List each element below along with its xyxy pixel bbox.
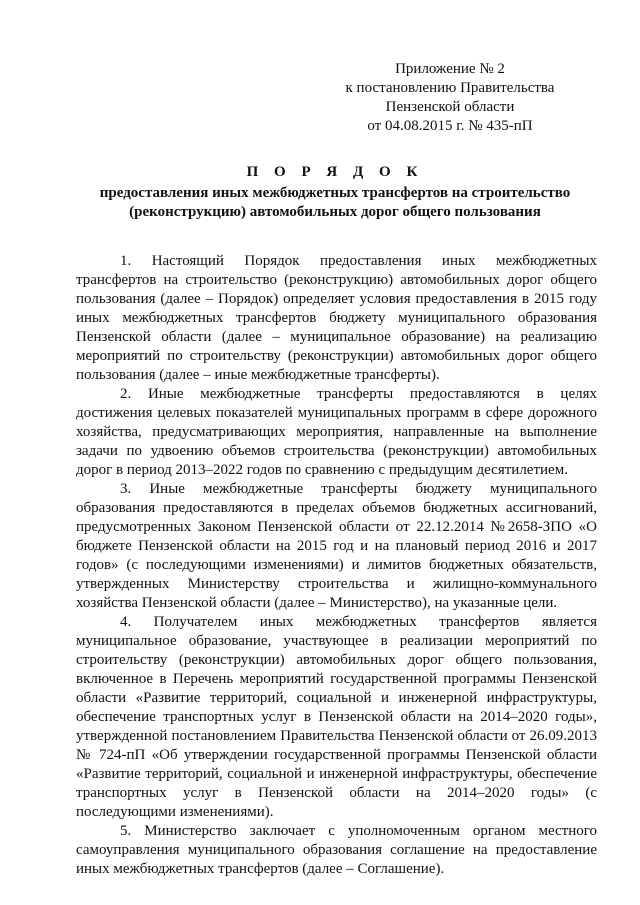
paragraph-5: 5. Министерство заключает с уполномоченным органом местного самоуправления муниципального образования соглашение на предоставление иных межбюджетных трансфертов (далее – Соглашение). (76, 823, 597, 877)
paragraph-4: 4. Получателем иных межбюджетных трансфертов является муниципальное образование, участвующее в реализации мероприятий по строительству (реконструкции) автомобильных дорог общего пользования, включенное в Перечень мероприятий государственной программы Пензенской области «Развитие территорий, социальной и инженерной инфраструктуры, обеспечение транспортных услуг в Пензенской области на 2014–2020 годы», утвержденной постановлением Правительства Пензенской области от 26.09.2013 № 724-пП «Об утверждении государственной программы Пензенской области «Развитие территорий, социальной и инженерной инфраструктуры, обеспечение транспортных услуг в Пензенской области на 2014–2020 годы» (с последующими изменениями). (76, 614, 597, 820)
paragraph-2: 2. Иные межбюджетные трансферты предоставляются в целях достижения целевых показателей муниципальных программ в сфере дорожного хозяйства, предусматривающих мероприятия, направленные на выполнение задачи по удвоению объемов строительства (реконструкции) автомобильных дорог в период 2013–2022 годов по сравнению с предыдущим десятилетием. (76, 386, 597, 478)
appendix-line: от 04.08.2015 г. № 435-пП (367, 118, 533, 134)
paragraph-1: 1. Настоящий Порядок предоставления иных межбюджетных трансфертов на строительство (реконструкцию) автомобильных дорог общего пользования (далее – Порядок) определяет условия предоставления в 2015 году иных межбюджетных трансфертов бюджету муниципального образования Пензенской области (далее – муниципальное образование) на реализацию мероприятий по строительству (реконструкции) автомобильных дорог общего пользования (далее – иные межбюджетные трансферты). (76, 253, 597, 383)
appendix-reference (330, 60, 570, 136)
subtitle-line: (реконструкцию) автомобильных дорог общего пользования (129, 204, 541, 220)
appendix-line: к постановлению Правительства (345, 80, 555, 96)
document-subtitle (70, 184, 600, 222)
paragraph-3: 3. Иные межбюджетные трансферты бюджету муниципального образования предоставляются в пределах объемов бюджетных ассигнований, предусмотренных Законом Пензенской области от 22.12.2014 №2658-ЗПО «О бюджете Пензенской области на 2015 год и на плановый период 2016 и 2017 годов» (с последующими изменениями) и лимитов бюджетных обязательств, утвержденных Министерству строительства и жилищно-коммунального хозяйства Пензенской области (далее – Министерство), на указанные цели. (76, 481, 597, 611)
document-title: П О Р Я Д О К (246, 164, 424, 180)
subtitle-line: предоставления иных межбюджетных трансфертов на строительство (99, 185, 571, 201)
appendix-line: Приложение № 2 (395, 61, 505, 77)
appendix-line: Пензенской области (385, 99, 515, 115)
document-body (76, 252, 597, 879)
